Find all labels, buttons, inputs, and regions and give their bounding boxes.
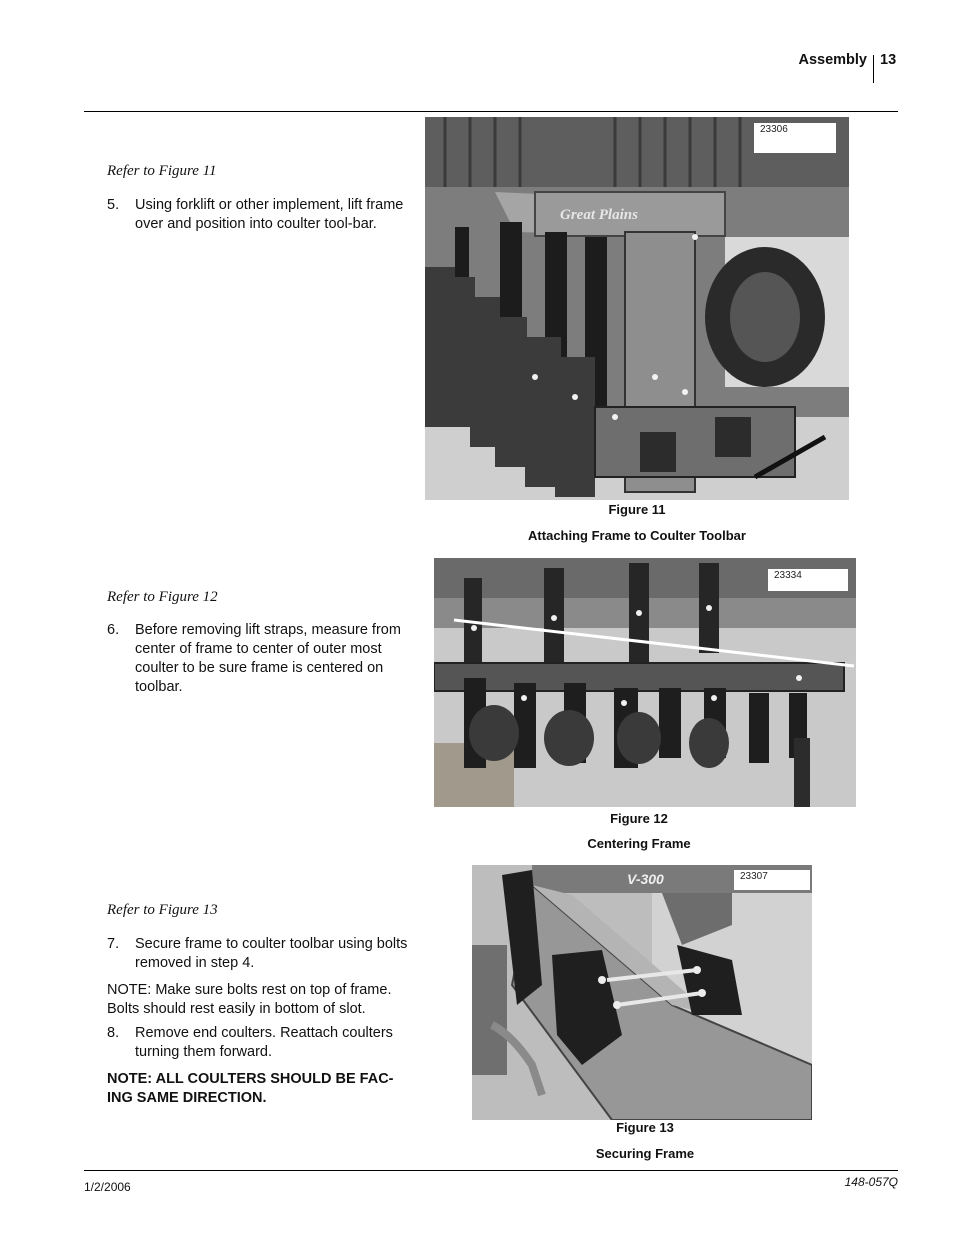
step-7-number: 7. <box>107 936 120 952</box>
step-7 <box>107 935 417 973</box>
figure-13-photo-lettering: V-300 <box>627 871 664 887</box>
figure-13-photo-id: 23307 <box>734 870 810 890</box>
step-7-text: Secure frame to coulter toolbar using bolts removed in step 4. <box>135 936 408 971</box>
step-8 <box>107 1024 417 1062</box>
step-8-number: 8. <box>107 1025 120 1041</box>
step-6-number: 6. <box>107 622 120 638</box>
refer-figure-11: Refer to Figure 11 <box>107 163 217 179</box>
figure-13-title: Securing Frame <box>595 1146 695 1161</box>
figure-11-photo-id: 23306 <box>754 123 836 153</box>
header-divider <box>873 55 874 83</box>
figure-11-photo <box>425 117 849 500</box>
step-8-text: Remove end coulters. Reattach coulters turning them forward. <box>135 1025 393 1060</box>
figure-12-label: Figure 12 <box>610 811 668 826</box>
figure-11-title: Attaching Frame to Coulter Toolbar <box>528 528 746 543</box>
header-rule <box>84 111 898 112</box>
step-5-number: 5. <box>107 197 120 213</box>
refer-figure-13: Refer to Figure 13 <box>107 902 218 918</box>
header-page-number: 13 <box>880 52 897 68</box>
figure-11-photo-lettering: Great Plains <box>560 207 638 223</box>
note-bolts: NOTE: Make sure bolts rest on top of frame. Bolts should rest easily in bottom of slot. <box>107 982 392 1017</box>
refer-figure-12: Refer to Figure 12 <box>107 589 218 605</box>
step-6-text: Before removing lift straps, measure from center of frame to center of outer most coulter to be sure frame is centered on toolbar. <box>135 622 401 695</box>
step-5 <box>107 196 417 234</box>
note-coulters-direction: NOTE: ALL COULTERS SHOULD BE FAC-ING SAME DIRECTION. <box>107 1071 394 1106</box>
footer-rule <box>84 1170 898 1171</box>
figure-13-label: Figure 13 <box>616 1120 674 1135</box>
footer-date: 1/2/2006 <box>84 1180 131 1194</box>
figure-13-photo <box>472 865 812 1120</box>
figure-12-photo <box>434 558 856 807</box>
figure-12-photo-id: 23334 <box>768 569 848 591</box>
header-section-title: Assembly <box>798 52 867 68</box>
step-6 <box>107 621 417 697</box>
footer-doc-number: 148-057Q <box>844 1175 898 1189</box>
step-5-text: Using forklift or other implement, lift frame over and position into coulter tool-bar. <box>135 197 404 232</box>
figure-11-label: Figure 11 <box>608 502 666 517</box>
figure-12-title: Centering Frame <box>587 836 691 851</box>
